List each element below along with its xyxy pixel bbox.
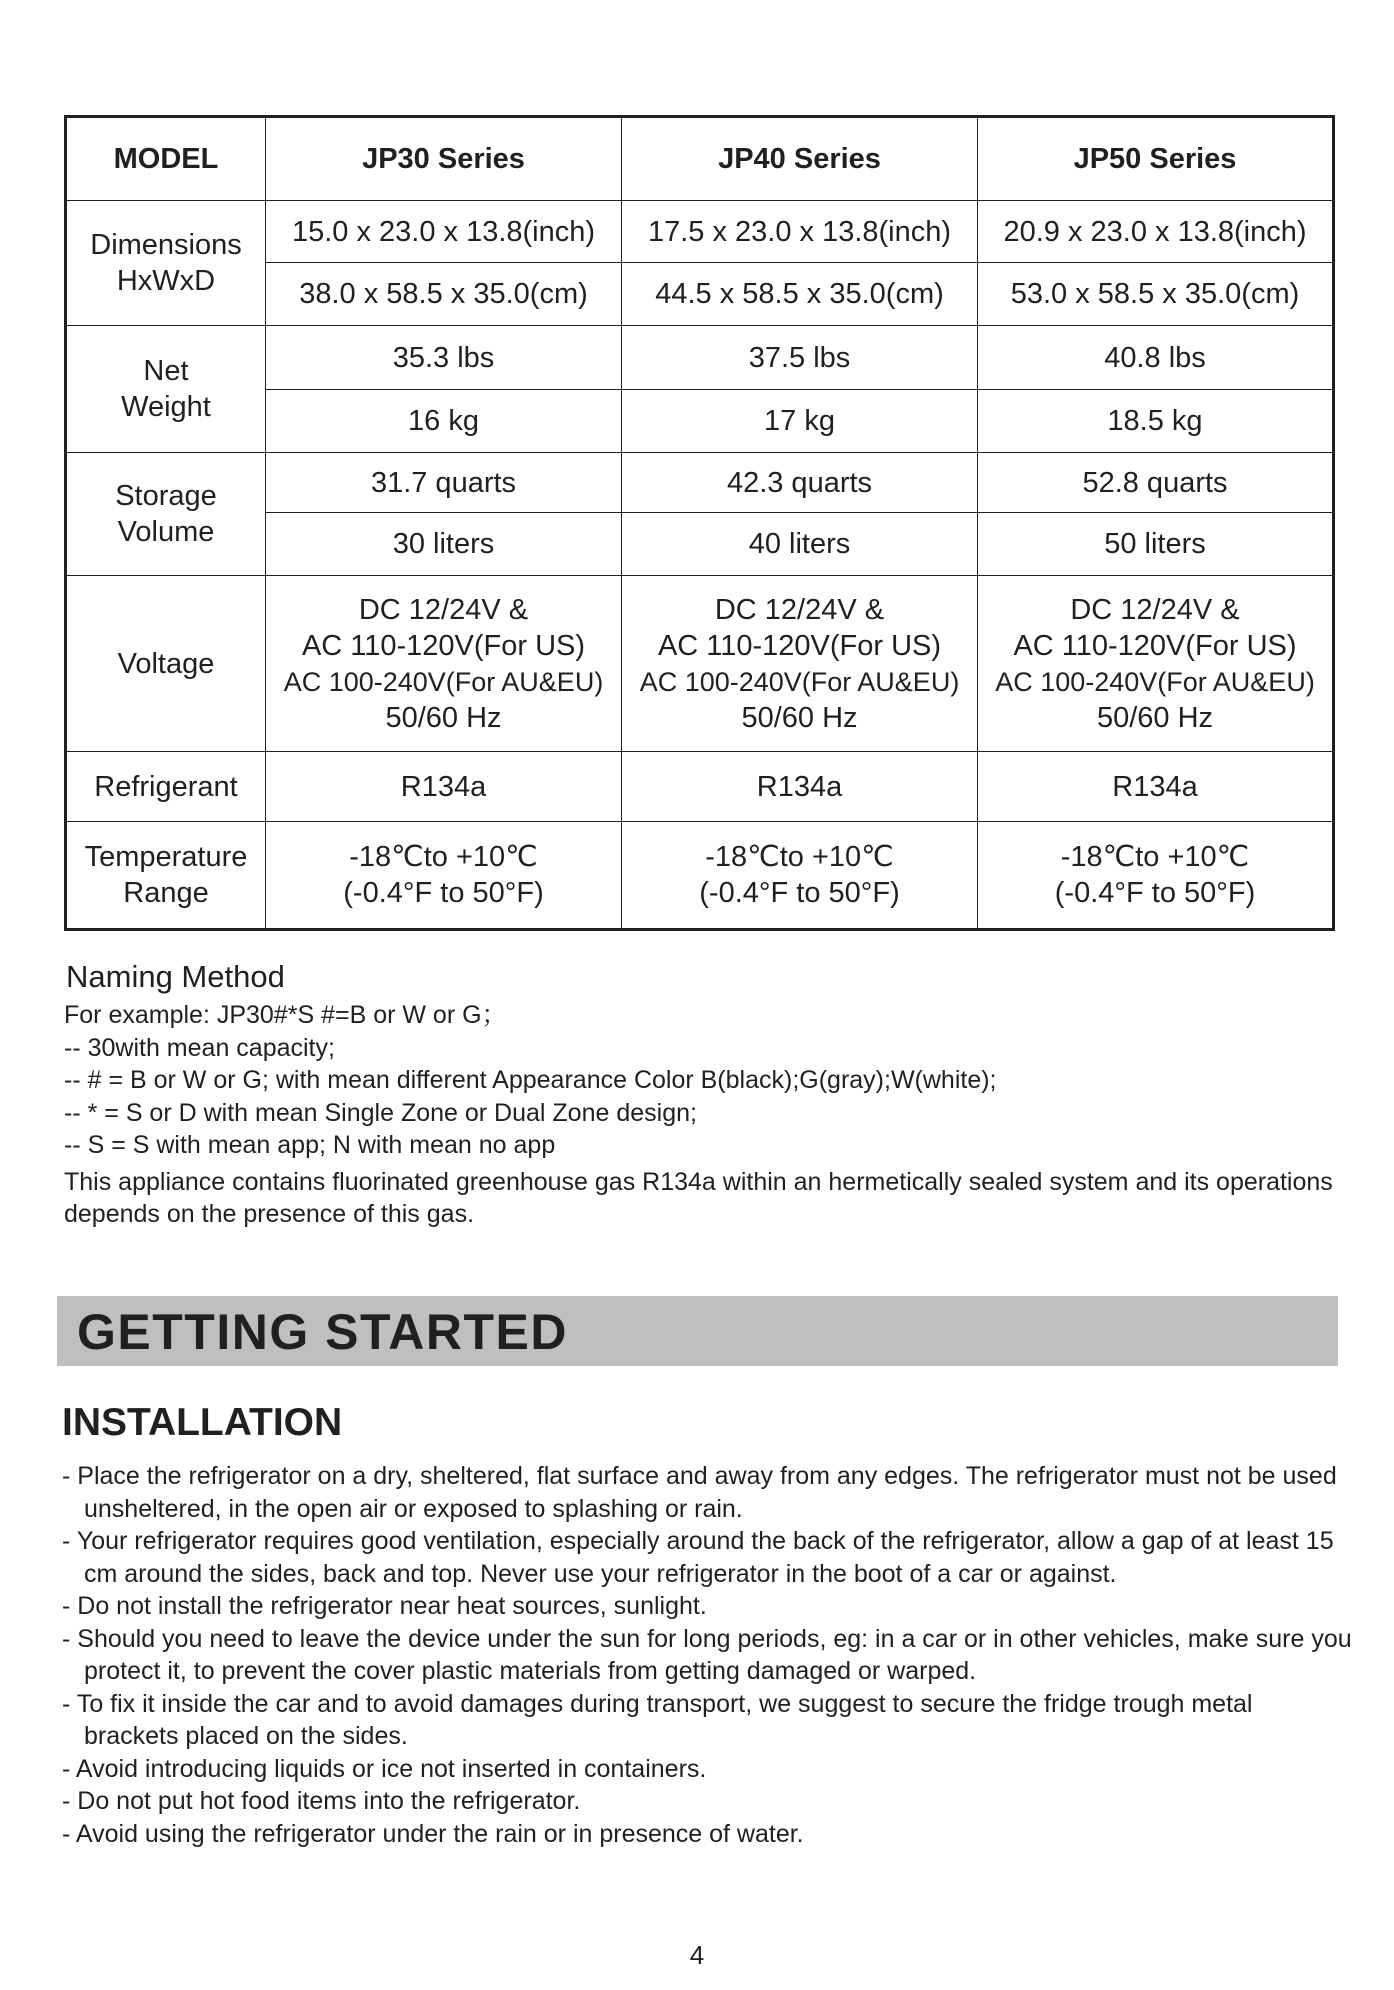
storage-volume-label: Storage Volume: [66, 453, 266, 576]
table-row: [66, 201, 1334, 263]
voltage-cell: DC 12/24V & AC 110-120V(For US) AC 100-240V(For AU&EU) 50/60 Hz: [266, 576, 622, 752]
table-cell: 16 kg: [266, 390, 622, 453]
table-cell: 30 liters: [266, 513, 622, 576]
table-row: [66, 453, 1334, 513]
table-cell: 35.3 lbs: [266, 326, 622, 390]
table-cell: 38.0 x 58.5 x 35.0(cm): [266, 263, 622, 326]
list-item: - Avoid introducing liquids or ice not inserted in containers.: [62, 1754, 707, 1783]
list-item: - Avoid using the refrigerator under the rain or in presence of water.: [62, 1819, 804, 1848]
voltage-cell: DC 12/24V & AC 110-120V(For US) AC 100-240V(For AU&EU) 50/60 Hz: [978, 576, 1334, 752]
header-jp50: JP50 Series: [978, 117, 1334, 201]
voltage-label: Voltage: [66, 576, 266, 752]
table-cell: 52.8 quarts: [978, 453, 1334, 513]
table-cell: 40.8 lbs: [978, 326, 1334, 390]
naming-line: For example: JP30#*S #=B or W or G；: [64, 1001, 507, 1029]
table-cell: 37.5 lbs: [622, 326, 978, 390]
table-cell: 18.5 kg: [978, 390, 1334, 453]
table-cell: 50 liters: [978, 513, 1334, 576]
table-row: [66, 822, 1334, 930]
table-cell: 17 kg: [622, 390, 978, 453]
spec-table: [64, 115, 1335, 931]
list-item: - Your refrigerator requires good ventilation, especially around the back of the refrigerator, allow a gap of at least 15 cm around the sides, back and top. Never use your refrigerator in the boot of a car or against.: [62, 1527, 1334, 1588]
table-cell: 20.9 x 23.0 x 13.8(inch): [978, 201, 1334, 263]
list-item: - Do not put hot food items into the refrigerator.: [62, 1787, 581, 1815]
greenhouse-gas-notice: This appliance contains fluorinated greenhouse gas R134a within an hermetically sealed system and its operations depends on the presence of this gas.: [64, 1167, 1333, 1228]
refrigerant-label: Refrigerant: [66, 752, 266, 822]
table-cell: 15.0 x 23.0 x 13.8(inch): [266, 201, 622, 263]
header-jp30: JP30 Series: [266, 117, 622, 201]
header-jp40: JP40 Series: [622, 117, 978, 201]
list-item: - Place the refrigerator on a dry, sheltered, flat surface and away from any edges. The refrigerator must not be used unsheltered, in the open air or exposed to splashing or rain.: [62, 1462, 1337, 1523]
table-cell: R134a: [266, 752, 622, 822]
temperature-cell: -18℃to +10℃ (-0.4°F to 50°F): [622, 822, 978, 930]
table-cell: 53.0 x 58.5 x 35.0(cm): [978, 263, 1334, 326]
table-cell: 17.5 x 23.0 x 13.8(inch): [622, 201, 978, 263]
table-cell: 31.7 quarts: [266, 453, 622, 513]
table-header-row: [66, 117, 1334, 201]
page-number: 4: [689, 1940, 705, 1970]
table-row: [66, 576, 1334, 752]
installation-title: INSTALLATION: [62, 1401, 343, 1444]
table-row: [66, 752, 1334, 822]
net-weight-label: Net Weight: [66, 326, 266, 453]
temperature-cell: -18℃to +10℃ (-0.4°F to 50°F): [266, 822, 622, 930]
dimensions-label: Dimensions HxWxD: [66, 201, 266, 326]
getting-started-banner: [57, 1296, 1338, 1366]
naming-line: -- # = B or W or G; with mean different Appearance Color B(black);G(gray);W(white);: [64, 1066, 997, 1094]
table-cell: R134a: [978, 752, 1334, 822]
naming-method-section: [64, 955, 1334, 1231]
list-item: - Should you need to leave the device under the sun for long periods, eg: in a car or in other vehicles, make sure you protect it, to prevent the cover plastic materials from getting damaged or warped.: [62, 1624, 1352, 1685]
table-cell: 40 liters: [622, 513, 978, 576]
table-cell: 42.3 quarts: [622, 453, 978, 513]
getting-started-title: GETTING STARTED: [77, 1304, 569, 1360]
table-row: [66, 326, 1334, 390]
header-model: MODEL: [66, 117, 266, 201]
list-item: - Do not install the refrigerator near heat sources, sunlight.: [62, 1592, 707, 1620]
naming-line: -- * = S or D with mean Single Zone or Dual Zone design;: [64, 1098, 697, 1127]
list-item: - To fix it inside the car and to avoid damages during transport, we suggest to secure the fridge trough metal brackets placed on the sides.: [62, 1689, 1253, 1750]
table-cell: 44.5 x 58.5 x 35.0(cm): [622, 263, 978, 326]
temperature-range-label: Temperature Range: [66, 822, 266, 930]
naming-line: -- S = S with mean app; N with mean no app: [64, 1131, 556, 1159]
table-cell: R134a: [622, 752, 978, 822]
naming-line: -- 30with mean capacity;: [64, 1033, 335, 1062]
installation-list: [62, 1460, 1352, 1850]
voltage-cell: DC 12/24V & AC 110-120V(For US) AC 100-240V(For AU&EU) 50/60 Hz: [622, 576, 978, 752]
temperature-cell: -18℃to +10℃ (-0.4°F to 50°F): [978, 822, 1334, 930]
naming-method-title: Naming Method: [66, 959, 285, 994]
